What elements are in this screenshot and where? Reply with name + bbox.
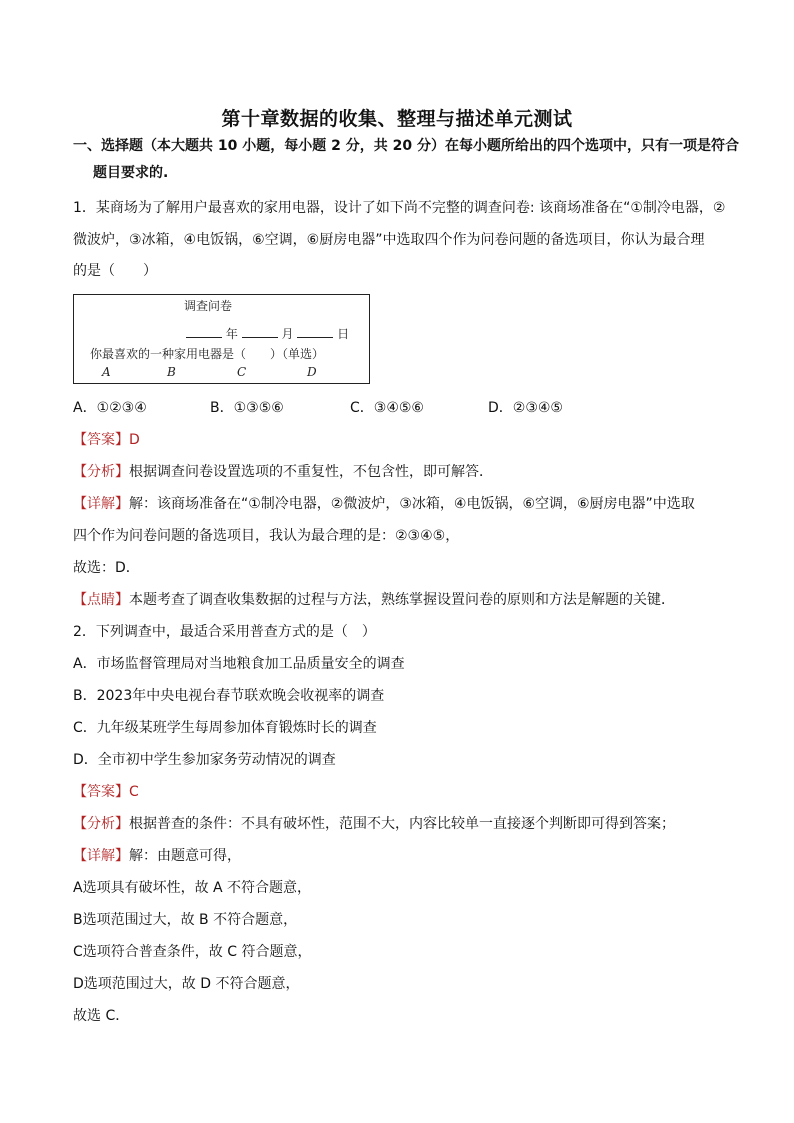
- survey-heading: 调查问卷: [184, 299, 233, 313]
- q1-choice-b: B．①③⑤⑥: [210, 400, 284, 416]
- q2-choice-d: D．全市初中学生参加家务劳动情况的调查: [73, 752, 336, 768]
- q2-stem: 2．下列调查中，最适合采用普查方式的是（ ）: [73, 624, 376, 640]
- analysis-tag: 【分析】: [73, 816, 129, 832]
- answer-tag: 【答案】: [73, 784, 129, 800]
- q1-answer: [73, 430, 140, 450]
- q1-choice-a: A．①②③④: [73, 400, 147, 416]
- q2-analysis: [73, 814, 675, 834]
- survey-option-c: C: [237, 365, 247, 379]
- survey-form-figure: [73, 294, 370, 384]
- blank-line: [297, 325, 333, 338]
- survey-date-row: [186, 325, 349, 342]
- q2-detail-line-d: D选项范围过大，故 D 不符合题意，: [73, 976, 300, 992]
- survey-option-d: D: [307, 365, 317, 379]
- survey-option-b: B: [167, 365, 176, 379]
- section-header-line2: 题目要求的.: [93, 165, 169, 181]
- comment-tag: 【点睛】: [73, 592, 129, 608]
- q2-answer: [73, 782, 139, 802]
- q2-detail-line-a: A选项具有破坏性，故 A 不符合题意，: [73, 880, 312, 896]
- q1-choice-d: D．②③④⑤: [488, 400, 563, 416]
- survey-option-a: A: [102, 365, 111, 379]
- blank-line: [186, 325, 222, 338]
- q1-stem-line1: 1．某商场为了解用户最喜欢的家用电器，设计了如下尚不完整的调查问卷: 该商场准备在“①制冷电器，②: [73, 200, 726, 216]
- detail-text: 解：该商场准备在“①制冷电器，②微波炉，③冰箱，④电饭锅，⑥空调，⑥厨房电器”中选取: [129, 496, 695, 512]
- survey-year-label: 年: [225, 327, 238, 341]
- answer-value: C: [129, 784, 139, 800]
- q2-choice-b: B．2023年中央电视台春节联欢晚会收视率的调查: [73, 688, 385, 704]
- q2-detail-line-b: B选项范围过大，故 B 不符合题意，: [73, 912, 298, 928]
- q2-choice-a: A．市场监督管理局对当地粮食加工品质量安全的调查: [73, 656, 405, 672]
- answer-value: D: [129, 432, 140, 448]
- q2-conclusion: 故选 C．: [73, 1008, 130, 1024]
- analysis-text: 根据普查的条件：不具有破坏性，范围不大，内容比较单一直接逐个判断即可得到答案；: [129, 816, 675, 832]
- q1-detail-line2: 四个作为问卷问题的备选项目，我认为最合理的是：②③④⑤，: [73, 528, 460, 544]
- detail-text: 解：由题意可得，: [129, 848, 241, 864]
- survey-question: 你最喜欢的一种家用电器是（ ）（单选）: [90, 347, 325, 361]
- q2-detail: [73, 846, 241, 866]
- detail-tag: 【详解】: [73, 496, 129, 512]
- q1-detail-line3: 故选：D．: [73, 560, 140, 576]
- q2-choice-c: C．九年级某班学生每周参加体育锻炼时长的调查: [73, 720, 377, 736]
- q1-stem-line2: 微波炉，③冰箱，④电饭锅，⑥空调，⑥厨房电器”中选取四个作为问卷问题的备选项目，你认为最合理: [73, 232, 705, 248]
- analysis-text: 根据调查问卷设置选项的不重复性，不包含性，即可解答．: [129, 464, 493, 480]
- section-header-line1: 一、选择题（本大题共 10 小题，每小题 2 分，共 20 分）在每小题所给出的四个选项中，只有一项是符合: [73, 138, 739, 154]
- comment-text: 本题考查了调查收集数据的过程与方法，熟练掌握设置问卷的原则和方法是解题的关键．: [129, 592, 675, 608]
- answer-tag: 【答案】: [73, 432, 129, 448]
- q1-choice-c: C．③④⑤⑥: [350, 400, 424, 416]
- blank-line: [242, 325, 278, 338]
- q1-analysis: [73, 462, 493, 482]
- q1-detail-line1: [73, 494, 695, 514]
- q1-stem-line3: 的是（ ）: [73, 263, 157, 279]
- survey-month-label: 月: [281, 327, 294, 341]
- survey-day-label: 日: [337, 327, 350, 341]
- detail-tag: 【详解】: [73, 848, 129, 864]
- q2-detail-line-c: C选项符合普查条件，故 C 符合题意，: [73, 944, 312, 960]
- page-title: 第十章数据的收集、整理与描述单元测试: [221, 108, 573, 130]
- analysis-tag: 【分析】: [73, 464, 129, 480]
- q1-comment: [73, 590, 675, 610]
